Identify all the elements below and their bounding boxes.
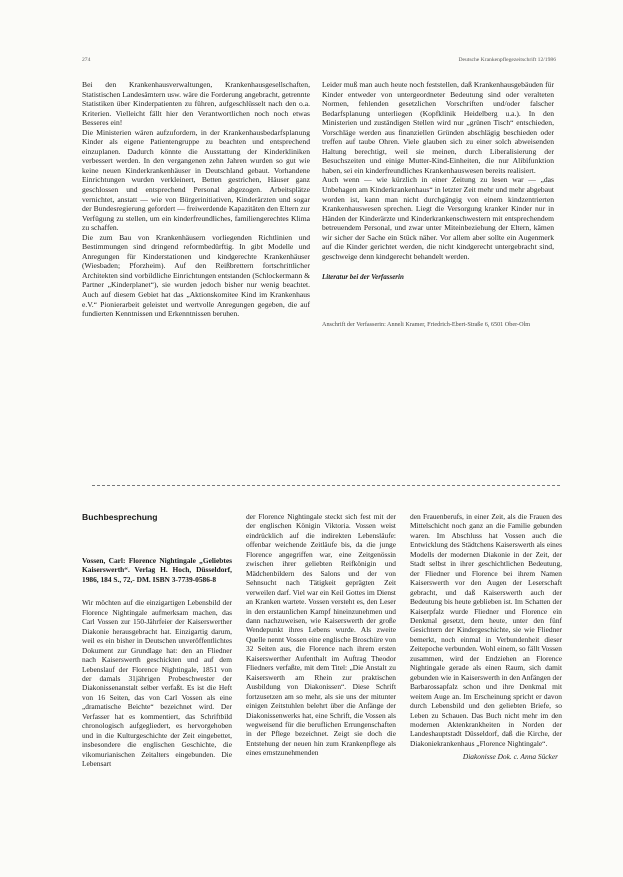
- article-paragraph: Leider muß man auch heute noch feststellen, daß Krankenhausgebäuden für Kinder entweder von untergeordneter Bedeutung sind oder veralteten Normen, fehlenden gesetzlichen Vorschriften und/oder falscher Bedarfsplanung unterliegen (Kopfklinik Heidelberg u.a.). In den Ministerien und zuständigen Stellen wird nur „grünen Tisch“ entschieden, Vorschläge werden aus finanziellen Gründen abschlägig beschieden oder treffen auf taube Ohren. Viele glauben sich zu einer solch abweisenden Haltung berechtigt, weil sie meinen, durch Liberalisierung der Besuchszeiten und einige Mutter-Kind-Einheiten, die nur Alibifunktion haben, sei ein kinderfreundliches Krankenhauswesen bereits realisiert.: [322, 80, 554, 175]
- review-paragraph: den Frauenberufs, in einer Zeit, als die Frauen des Mittelschicht noch ganz an die Familie gebunden waren. Im Abschluss hat Vossen auch die Entwicklung des Städtchens Kaiserswerth als eines Modells der modernen Diakonie in der Zeit, der Stadt selbst in ihrer geschichtlichen Bedeutung, der Fliedner und Florence bei ihrem Namen Kaiserswerth vor den Augen der Leserschaft gebracht, und daß Kaiserswerth auch der Bedeutung bis heute geblieben ist. Im Schatten der Kaiserpfalz wurde Fliedner und Florence ein Denkmal gesetzt, dem heute, unter den fünf Gesichtern der Kindergeschichte, sie wie Fliedner bemerkt, noch einmal in Verbundenheit dieser Zeitepoche verbunden. Wohl einem, so fällt Vossen zusammen, wird der Endziehen an Florence Nightingale gerade als einen Raum, sich damit gebunden wie in Kaiserswerth in den Anfängen der Barbarossapfalz schon und ihre Denkmal mit weitem Auge an. Im Erscheinung spricht er davon durch Lebensbild und den geliebten Briefe, so Leben zu Schauen. Das Buch nicht mehr im den modernen Aktenkrankheiten in Norden der Landeshauptstadt Düsseldorf, daß die Kirche, der Diakoniekrankenhaus „Florence Nightingale“.: [410, 512, 562, 748]
- reviewer-name: Diakonisse Dok. c. Anna Sücker: [462, 752, 558, 762]
- page-number: 274: [82, 57, 91, 63]
- journal-title: Deutsche Krankenpflegezeitschrift 12/1986: [458, 57, 556, 63]
- article-paragraph: Die zum Bau von Krankenhäusern vorliegenden Richtlinien und Bestimmungen sind dringend reformbedürftig. In gibt Modelle und Anregungen für Kinderstationen und kindgerechte Krankenhäuser (Wiesbaden; Pforzheim). Auf den Reißbrettern fortschrittlicher Architekten sind vorbildliche Einrichtungen entstanden (Schlockermann & Partner „Kinderplanet“), sie wurden jedoch bisher nur wenig beachtet. Auch auf diesem Gebiet hat das „Aktionskomitee Kind im Krankenhaus e.V.“ Pionierarbeit geleistet und wertvolle Anregungen gegeben, die auf fundierten Kenntnissen und Erkenntnissen beruhen.: [82, 232, 310, 319]
- review-paragraph: der Florence Nightingale steckt sich fest mit der der englischen Königin Viktoria. Vossen weist eindrücklich auf die indirekten Lebensläufe: offenbar weichende Zeitläufe bis, da die junge Florence angegriffen war, eine Zeitgenössin zwischen ihrer geliebten Reifkönigin und Mädchenbildern des Salons und der von Sehnsucht nach Tätigkeit geprägten Zeit verweilen darf. Viel war ein Keil Gottes im Dienst an Kranken wartete. Vossen versteht es, den Leser in den erstaunlichen Kampf hineinzunehmen und dann nachzuweisen, wie Kaiserswerth der große Wendepunkt ihres Lebens wurde. Als zweite Quelle nennt Vossen eine englische Broschüre von 32 Seiten aus, die Florence nach ihrem ersten Kaiserswerther Aufenthalt im Auftrag Theodor Fliedners verfaßte, mit dem Titel: „Die Anstalt zu Kaiserswerth am Rhein zur praktischen Ausbildung von Diakonissen“. Diese Schrift fortzusetzen am so mehr, als sie uns der mitunter einigen Zeitstuhlen belehrt über die Anfänge der Diakonissenwerks hat, eine Schrift, die Vossen als wegweisend für die beruflichen Errungenschaften in der Pflege bezeichnet. Zeigt sie doch die Entstehung der neuen hin zum Krankenpflege als eines ernstzunehmenden: [246, 512, 396, 758]
- review-column-2: [246, 512, 396, 758]
- page-header: [82, 57, 556, 67]
- author-address: Anschrift der Verfasserin: Anneli Kramer, Friedrich-Ebert-Straße 6, 6501 Ober-Olm: [322, 320, 531, 328]
- review-book-reference: Vossen, Carl: Florence Nightingale „Geliebtes Kaiserswerth“. Verlag H. Hoch, Düsseldorf, 1986, 184 S., 72,- DM. ISBN 3-7739-0586-8: [82, 556, 232, 584]
- review-column-1: [82, 512, 232, 769]
- article-paragraph: Bei den Krankenhausverwaltungen, Krankenhausgesellschaften, Statistischen Landesämtern usw. wäre die Forderung angebracht, getrennte Statistiken über Kinderpatienten zu führen, aufgeschlüsselt nach den o.a. Kriterien. Vielleicht fällt hier den Verantwortlichen noch noch etwas Besseres ein!: [82, 80, 310, 128]
- article-column-right: [322, 80, 554, 329]
- article-paragraph: Auch wenn — wie kürzlich in einer Zeitung zu lesen war — „das Unbehagen am Kinderkrankenhaus“ in letzter Zeit mehr und mehr abgebaut worden ist, kann man nicht durchgängig von einem kindzentrierten Krankenhauswesen sprechen. Liegt die Versorgung kranker Kinder nur in Händen der Kinderärzte und Kinderkrankenschwestern mit entsprechendem betreuendem Personal, und zwar unter Miteinbeziehung der Eltern, kämen wir sicher der Sache ein Stück näher. Vor allem aber sollte ein Augenmerk auf die Kinder gerichtet werden, die nicht kindgerecht untergebracht sind, geschweige denn kindgerecht behandelt werden.: [322, 175, 554, 261]
- article-paragraph: Die Ministerien wären aufzufordern, in der Krankenhausbedarfsplanung Kinder als eigene Patientengruppe zu beachten und entsprechend einzuplanen. Dadurch könnte die Ausstattung der Kinderkliniken verbessert werden. In den vergangenen zehn Jahren wurden so gut wie keine neuen Kinderkrankenhäuser in Deutschland gebaut. Vorhandene Einrichtungen wurden verkleinert, Betten gestrichen, Häuser ganz geschlossen und entsprechend Personal abgezogen. Arbeitsplätze vernichtet, anstatt — wie von Bürgerinitiativen, Kinderärzten und sogar der Bundesregierung gefordert — freiwerdende Kapazitäten den Eltern zur Verfügung zu stellen, um ein kinderfreundliches, familiengerechtes Klima zu schaffen.: [82, 127, 310, 233]
- article-column-left: [82, 80, 310, 319]
- section-divider: [92, 485, 560, 486]
- review-paragraph: Wir möchten auf die einzigartigen Lebensbild der Florence Nightingale aufmerksam machen, das Carl Vossen zur 150-Jährfeier der Kaiserswerther Diakonie herausgebracht hat. Einzigartig darum, weil es ein bisher in Deutschen unveröffentlichtes Dokument zur Grundlage hat: den an Fliedner nach Kaiserswerth geschickten und auf dem Lebenslauf der Florence Nightingale, 1851 von der damals 31jährigen Probeschwester der Diakonissenanstalt selber verfaßt. Es ist die Heft von 16 Seiten, das von Carl Vossen als eine „dramatische Beichte“ bezeichnet wird. Der Verfasser hat es kommentiert, das Schriftbild chronologisch aufgegliedert, es hervorgehoben und in die Kulturgeschichte der Zeit eingebettet, insbesondere die englischen Geschichte, die vikomurianischen Zeitalters eingebunden. Die Lebensart: [82, 598, 232, 769]
- literature-note: Literatur bei der Verfasserin: [322, 273, 404, 282]
- review-column-3: [410, 512, 562, 762]
- section-title: Buchbesprechung: [82, 512, 158, 522]
